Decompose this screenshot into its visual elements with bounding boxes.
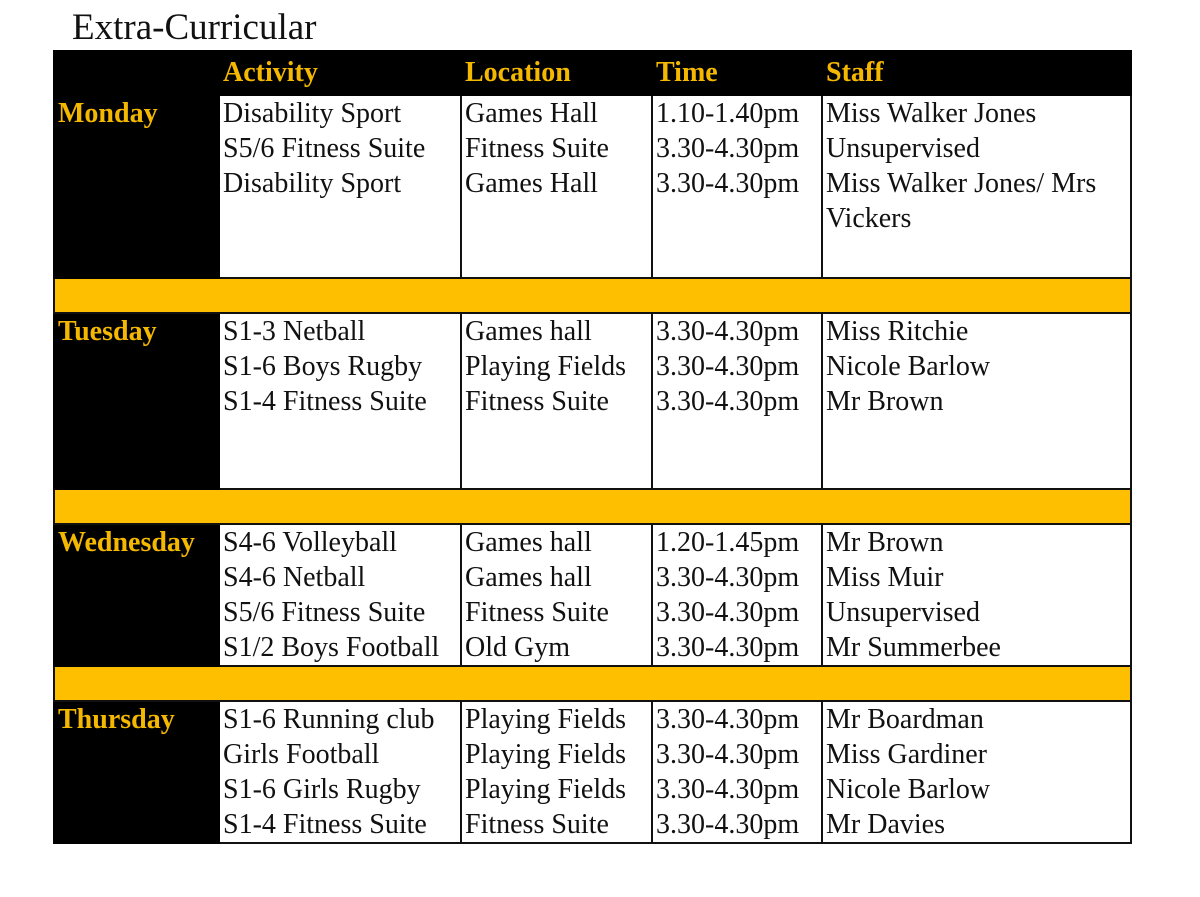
location-value: Playing Fields: [465, 739, 627, 770]
schedule-body: [54, 95, 1131, 843]
activity-value: Disability Sport: [223, 98, 402, 129]
activity-cell: [219, 524, 461, 666]
staff-value: Miss Muir: [826, 562, 944, 593]
time-value: 3.30-4.30pm: [656, 704, 800, 735]
activity-value: S1-6 Running club: [223, 704, 435, 735]
day-block-0: [54, 95, 1131, 278]
staff-value: Mr Summerbee: [826, 632, 1001, 663]
time-value: 3.30-4.30pm: [656, 632, 800, 663]
activity-cell: [219, 701, 461, 843]
staff-value: Miss Walker Jones: [826, 98, 1037, 129]
time-value: 3.30-4.30pm: [656, 562, 800, 593]
location-value: Fitness Suite: [465, 597, 609, 628]
activity-value: S1-3 Netball: [223, 316, 366, 347]
time-value: 3.30-4.30pm: [656, 133, 800, 164]
staff-value: Miss Ritchie: [826, 316, 969, 347]
activity-value: S1-6 Boys Rugby: [223, 351, 423, 382]
page-title: Extra-Curricular: [72, 7, 317, 48]
staff-cell: [822, 524, 1131, 666]
time-value: 3.30-4.30pm: [656, 168, 800, 199]
header-day-corner: [54, 51, 219, 95]
activity-cell: [219, 95, 461, 278]
staff-value: Miss Walker Jones/ Mrs Vickers: [826, 168, 1097, 234]
day-block-1: [54, 313, 1131, 489]
location-value: Games Hall: [465, 168, 598, 199]
time-value: 3.30-4.30pm: [656, 809, 800, 840]
staff-value: Unsupervised: [826, 597, 980, 628]
column-header-activity: Activity: [219, 51, 461, 95]
activity-value: Disability Sport: [223, 168, 402, 199]
location-value: Fitness Suite: [465, 386, 609, 417]
location-cell: [461, 701, 652, 843]
time-value: 3.30-4.30pm: [656, 316, 800, 347]
location-value: Games hall: [465, 527, 592, 558]
time-cell: [652, 95, 822, 278]
separator-bar: [54, 666, 1131, 701]
column-header-location: Location: [461, 51, 652, 95]
location-value: Playing Fields: [465, 704, 627, 735]
time-value: 3.30-4.30pm: [656, 597, 800, 628]
separator-row: [54, 278, 1131, 313]
location-value: Fitness Suite: [465, 133, 609, 164]
staff-value: Mr Boardman: [826, 704, 984, 735]
day-label: Monday: [54, 95, 219, 278]
location-value: Old Gym: [465, 632, 570, 663]
location-cell: [461, 95, 652, 278]
schedule-table: [53, 50, 1132, 844]
staff-value: Unsupervised: [826, 133, 980, 164]
staff-value: Miss Gardiner: [826, 739, 987, 770]
staff-value: Mr Davies: [826, 809, 945, 840]
activity-value: S4-6 Netball: [223, 562, 366, 593]
location-value: Playing Fields: [465, 774, 627, 805]
time-cell: [652, 524, 822, 666]
location-value: Games hall: [465, 562, 592, 593]
time-value: 3.30-4.30pm: [656, 739, 800, 770]
time-cell: [652, 313, 822, 489]
time-cell: [652, 701, 822, 843]
day-label: Tuesday: [54, 313, 219, 489]
staff-cell: [822, 313, 1131, 489]
day-label: Thursday: [54, 701, 219, 843]
location-value: Games Hall: [465, 98, 598, 129]
activity-value: S4-6 Volleyball: [223, 527, 397, 558]
time-value: 1.10-1.40pm: [656, 98, 800, 129]
staff-cell: [822, 701, 1131, 843]
separator-bar: [54, 278, 1131, 313]
separator-row: [54, 666, 1131, 701]
separator-row: [54, 489, 1131, 524]
staff-value: Nicole Barlow: [826, 774, 991, 805]
column-header-staff: Staff: [822, 51, 1131, 95]
activity-value: S1/2 Boys Football: [223, 632, 440, 663]
location-value: Fitness Suite: [465, 809, 609, 840]
staff-value: Mr Brown: [826, 386, 944, 417]
time-value: 3.30-4.30pm: [656, 386, 800, 417]
activity-value: Girls Football: [223, 739, 380, 770]
activity-value: S5/6 Fitness Suite: [223, 597, 426, 628]
activity-value: S1-4 Fitness Suite: [223, 386, 427, 417]
activity-value: S1-6 Girls Rugby: [223, 774, 421, 805]
column-header-time: Time: [652, 51, 822, 95]
activity-value: S5/6 Fitness Suite: [223, 133, 426, 164]
location-cell: [461, 313, 652, 489]
staff-value: Mr Brown: [826, 527, 944, 558]
location-value: Playing Fields: [465, 351, 627, 382]
day-block-2: [54, 524, 1131, 666]
location-cell: [461, 524, 652, 666]
header-row: [54, 51, 1131, 95]
time-value: 3.30-4.30pm: [656, 351, 800, 382]
staff-cell: [822, 95, 1131, 278]
location-value: Games hall: [465, 316, 592, 347]
staff-value: Nicole Barlow: [826, 351, 991, 382]
time-value: 1.20-1.45pm: [656, 527, 800, 558]
activity-value: S1-4 Fitness Suite: [223, 809, 427, 840]
separator-bar: [54, 489, 1131, 524]
time-value: 3.30-4.30pm: [656, 774, 800, 805]
activity-cell: [219, 313, 461, 489]
day-label: Wednesday: [54, 524, 219, 666]
day-block-3: [54, 701, 1131, 843]
